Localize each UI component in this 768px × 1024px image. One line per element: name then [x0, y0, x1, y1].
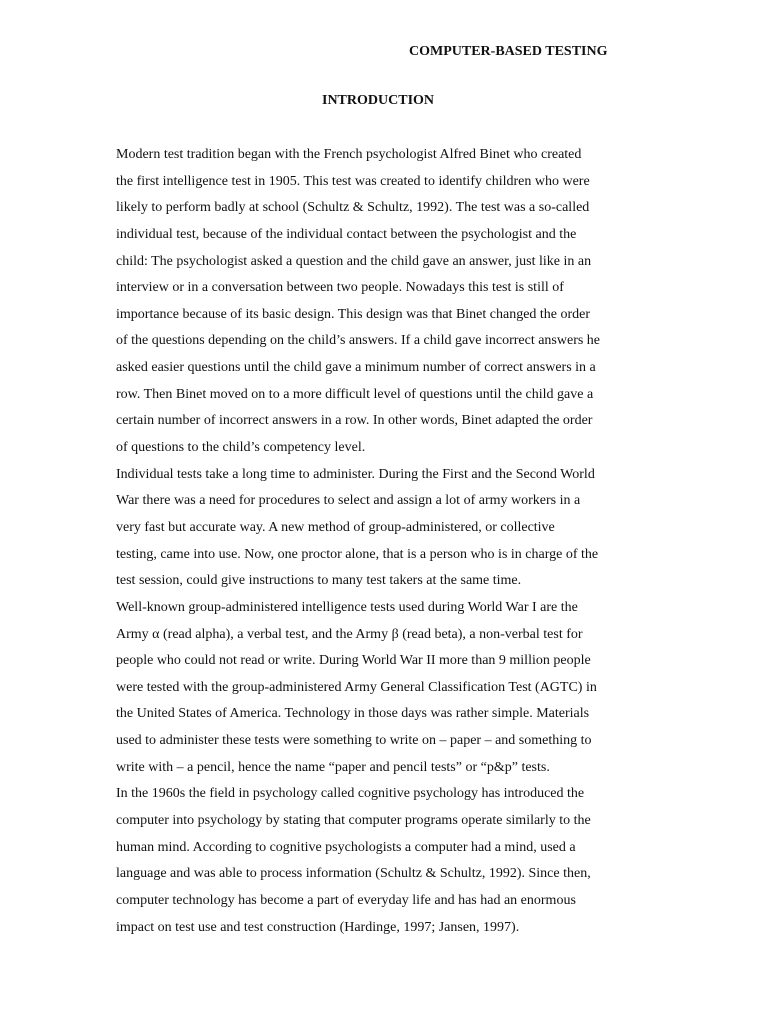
- text-line: the United States of America. Technology in those days was rather simple. Materials: [116, 706, 590, 722]
- text-line: row. Then Binet moved on to a more difficult level of questions until the child gave a: [116, 386, 594, 402]
- text-line: likely to perform badly at school (Schultz & Schultz, 1992). The test was a so-called: [116, 200, 590, 216]
- text-line: Army α (read alpha), a verbal test, and the Army β (read beta), a non-verbal test for: [116, 626, 583, 642]
- text-line: computer into psychology by stating that computer programs operate similarly to the: [116, 813, 591, 829]
- text-line: computer technology has become a part of everyday life and has had an enormous: [116, 892, 576, 908]
- text-line: of questions to the child’s competency level.: [116, 440, 366, 456]
- text-line: certain number of incorrect answers in a row. In other words, Binet adapted the order: [116, 413, 593, 429]
- text-line: Well-known group-administered intelligence tests used during World War I are the: [116, 599, 578, 615]
- text-line: individual test, because of the individual contact between the psychologist and the: [116, 226, 577, 242]
- running-head: COMPUTER-BASED TESTING: [409, 44, 608, 59]
- text-line: test session, could give instructions to many test takers at the same time.: [116, 573, 522, 589]
- text-line: write with – a pencil, hence the name “paper and pencil tests” or “p&p” tests.: [116, 759, 550, 775]
- text-line: human mind. According to cognitive psychologists a computer had a mind, used a: [116, 839, 576, 855]
- text-line: people who could not read or write. During World War II more than 9 million people: [116, 653, 591, 669]
- text-line: very fast but accurate way. A new method of group-administered, or collective: [116, 519, 555, 535]
- text-line: child: The psychologist asked a question and the child gave an answer, just like in an: [116, 253, 592, 269]
- text-line: Individual tests take a long time to administer. During the First and the Second World: [116, 466, 595, 482]
- section-title: INTRODUCTION: [322, 93, 435, 108]
- text-line: testing, came into use. Now, one proctor alone, that is a person who is in charge of the: [116, 546, 599, 562]
- text-line: interview or in a conversation between two people. Nowadays this test is still of: [116, 280, 564, 296]
- text-line: importance because of its basic design. This design was that Binet changed the order: [116, 306, 591, 322]
- text-line: In the 1960s the field in psychology called cognitive psychology has introduced the: [116, 786, 585, 802]
- text-line: used to administer these tests were something to write on – paper – and something to: [116, 733, 592, 749]
- text-line: impact on test use and test construction (Hardinge, 1997; Jansen, 1997).: [116, 919, 520, 935]
- text-line: the first intelligence test in 1905. This test was created to identify children who were: [116, 173, 590, 189]
- text-line: asked easier questions until the child gave a minimum number of correct answers in a: [116, 360, 596, 376]
- text-line: were tested with the group-administered Army General Classification Test (AGTC) in: [116, 679, 597, 695]
- text-line: of the questions depending on the child’s answers. If a child gave incorrect answers he: [116, 333, 601, 349]
- text-line: language and was able to process information (Schultz & Schultz, 1992). Since then,: [116, 866, 591, 882]
- text-line: War there was a need for procedures to select and assign a lot of army workers in a: [116, 493, 581, 509]
- body-text: [116, 142, 656, 941]
- text-line: Modern test tradition began with the French psychologist Alfred Binet who created: [116, 147, 582, 162]
